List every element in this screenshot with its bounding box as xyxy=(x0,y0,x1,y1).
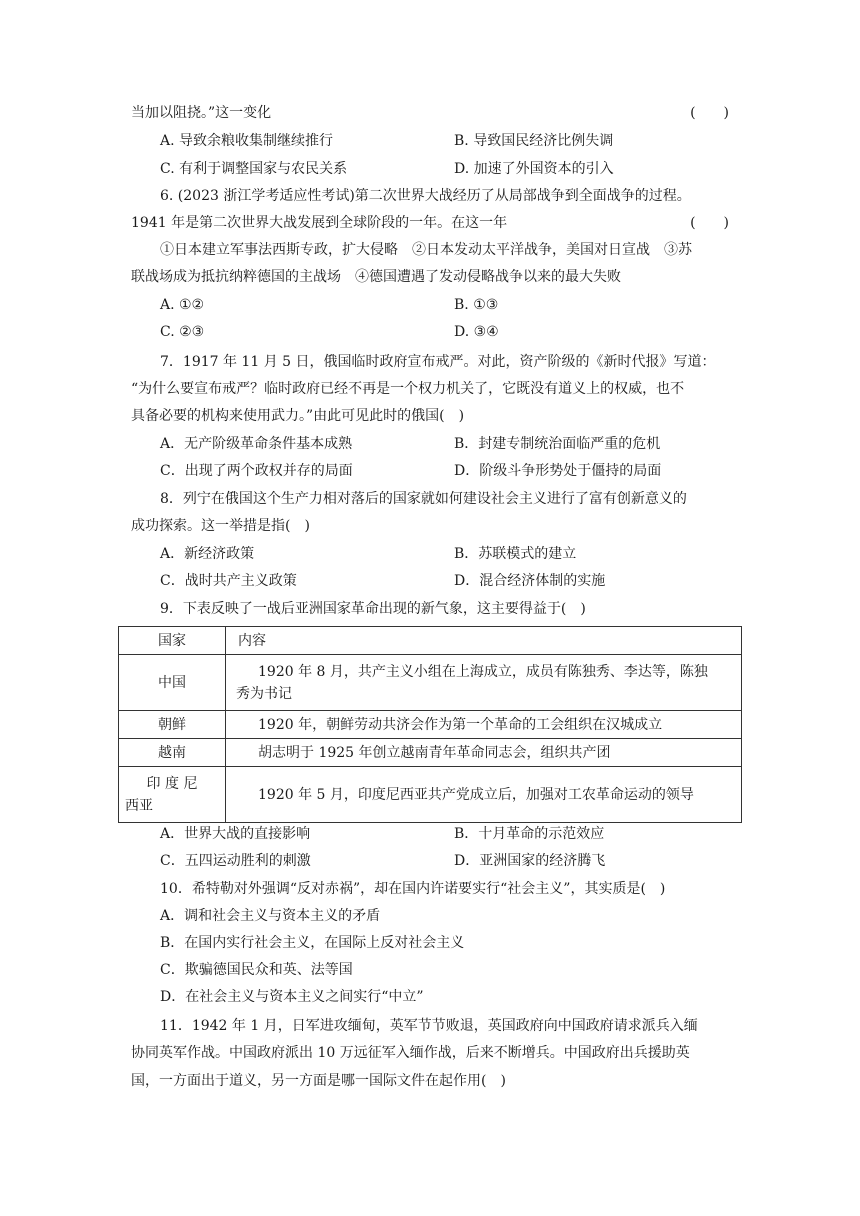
q9-option-b: B．十月革命的示范效应 xyxy=(454,826,605,842)
q6-answer-bracket: ( ) xyxy=(690,215,729,231)
q6-line-4: 联战场成为抵抗纳粹德国的主战场 ④德国遭遇了发动侵略战争以来的最大失败 xyxy=(131,269,621,285)
table-header-content: 内容 xyxy=(226,627,742,655)
q6-line-2-text: 1941 年是第二次世界大战发展到全球阶段的一年。在这一年 xyxy=(131,215,508,231)
q6-line-3: ①日本建立军事法西斯专政，扩大侵略 ②日本发动太平洋战争，美国对日宣战 ③苏 xyxy=(160,242,692,258)
q5-option-c: C. 有利于调整国家与农民关系 xyxy=(160,161,348,177)
table-cell-country xyxy=(119,767,226,823)
q8-option-c: C．战时共产主义政策 xyxy=(160,573,297,589)
table-row xyxy=(119,739,742,767)
table-cell-country: 朝鲜 xyxy=(119,711,226,739)
q10-option-d: D．在社会主义与资本主义之间实行“中立” xyxy=(160,989,424,1005)
q9-option-a: A．世界大战的直接影响 xyxy=(160,826,311,842)
q5-stem-tail xyxy=(131,103,729,123)
q11-line-2: 协同英军作战。中国政府派出 10 万远征军入缅作战，后来不断增兵。中国政府出兵援助英 xyxy=(131,1045,690,1061)
table-cell-country: 越南 xyxy=(119,739,226,767)
table-header-row xyxy=(119,627,742,655)
q6-option-c: C. ②③ xyxy=(160,324,205,340)
q10-option-c: C．欺骗德国民众和英、法等国 xyxy=(160,962,353,978)
q5-answer-bracket: ( ) xyxy=(690,105,729,121)
q11-line-1: 11．1942 年 1 月，日军进攻缅甸，英军节节败退，英国政府向中国政府请求派兵入缅 xyxy=(160,1018,698,1034)
table-cell-country: 中国 xyxy=(119,655,226,711)
table-row xyxy=(119,767,742,823)
q8-line-1: 8．列宁在俄国这个生产力相对落后的国家就如何建设社会主义进行了富有创新意义的 xyxy=(160,491,687,507)
q6-option-d: D. ③④ xyxy=(454,324,499,340)
q9-option-d: D．亚洲国家的经济腾飞 xyxy=(454,853,606,869)
table-header-country: 国家 xyxy=(119,627,226,655)
q7-line-2: “为什么要宣布戒严？临时政府已经不再是一个权力机关了，它既没有道义上的权威，也不 xyxy=(131,381,685,397)
table-row xyxy=(119,655,742,711)
q10-line-1: 10．希特勒对外强调“反对赤祸”，却在国内许诺要实行“社会主义”，其实质是( ) xyxy=(160,881,666,897)
q8-option-b: B．苏联模式的建立 xyxy=(454,546,577,562)
q7-option-b: B．封建专制统治面临严重的危机 xyxy=(454,436,661,452)
table-cell-content: 胡志明于 1925 年创立越南青年革命同志会，组织共产团 xyxy=(226,739,742,767)
q7-option-c: C．出现了两个政权并存的局面 xyxy=(160,463,353,479)
q9-table xyxy=(118,626,742,823)
table-cell-content-line: 秀为书记 xyxy=(236,685,292,702)
table-cell-content-line: 1920 年 8 月，共产主义小组在上海成立，成员有陈独秀、李达等，陈独 xyxy=(258,663,708,680)
q7-line-3: 具备必要的机构来使用武力。”由此可见此时的俄国( ) xyxy=(131,408,465,424)
q6-line-1: 6. (2023 浙江学考适应性考试)第二次世界大战经历了从局部战争到全面战争的过程。 xyxy=(160,188,691,204)
q7-option-a: A．无产阶级革命条件基本成熟 xyxy=(160,436,353,452)
q9-option-c: C．五四运动胜利的刺激 xyxy=(160,853,311,869)
q8-line-2: 成功探索。这一举措是指( ) xyxy=(131,518,310,534)
q5-stem-text: 当加以阻挠。”这一变化 xyxy=(131,105,272,121)
q5-option-a: A. 导致余粮收集制继续推行 xyxy=(160,133,334,149)
q9-line-1: 9．下表反映了一战后亚洲国家革命出现的新气象，这主要得益于( ) xyxy=(160,601,586,617)
table-cell-country-line: 印 度 尼 xyxy=(146,775,198,792)
q11-line-3: 国，一方面出于道义，另一方面是哪一国际文件在起作用( ) xyxy=(131,1073,506,1089)
table-cell-country-line: 西亚 xyxy=(125,797,153,814)
q7-line-1: 7．1917 年 11 月 5 日，俄国临时政府宣布戒严。对此，资产阶级的《新时代报》写道： xyxy=(160,354,716,370)
q7-option-d: D．阶级斗争形势处于僵持的局面 xyxy=(454,463,662,479)
q5-option-d: D. 加速了外国资本的引入 xyxy=(454,161,614,177)
q6-option-a: A. ①② xyxy=(160,297,205,313)
table-cell-content: 1920 年 5 月，印度尼西亚共产党成立后，加强对工农革命运动的领导 xyxy=(226,767,742,823)
q10-option-a: A．调和社会主义与资本主义的矛盾 xyxy=(160,908,381,924)
table-cell-content: 1920 年，朝鲜劳动共济会作为第一个革命的工会组织在汉城成立 xyxy=(226,711,742,739)
q8-option-d: D．混合经济体制的实施 xyxy=(454,573,606,589)
q5-option-b: B. 导致国民经济比例失调 xyxy=(454,133,614,149)
q10-option-b: B．在国内实行社会主义，在国际上反对社会主义 xyxy=(160,935,465,951)
table-cell-content xyxy=(226,655,742,711)
q6-line-2 xyxy=(131,213,729,233)
q8-option-a: A．新经济政策 xyxy=(160,546,255,562)
q6-option-b: B. ①③ xyxy=(454,297,499,313)
table-row xyxy=(119,711,742,739)
